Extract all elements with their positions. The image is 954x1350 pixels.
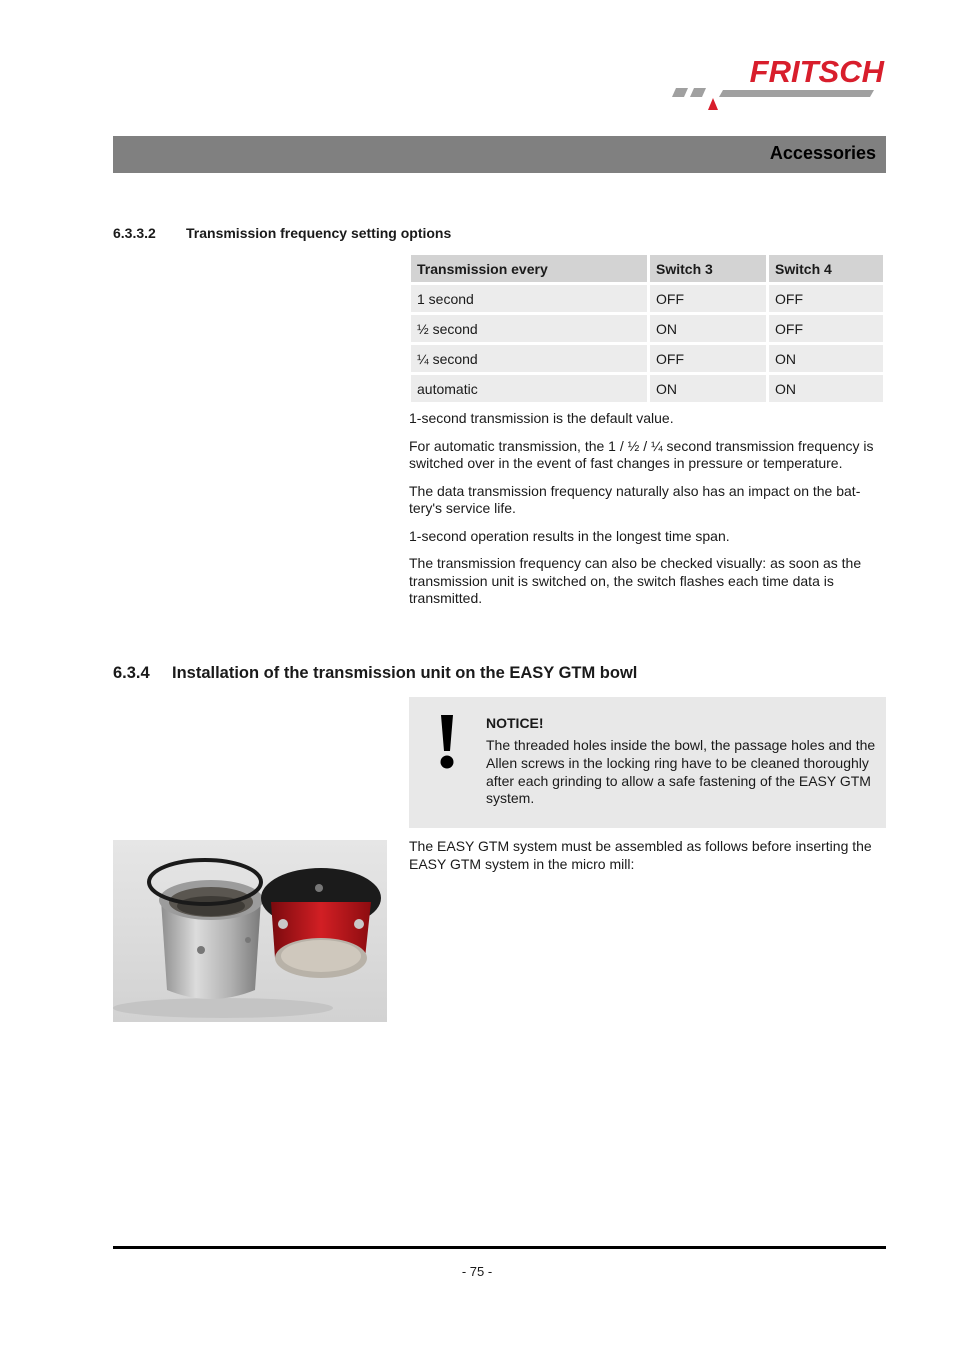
section-header-bar — [113, 136, 886, 173]
fritsch-logo — [668, 52, 888, 112]
subsection-number: 6.3.3.2 — [113, 225, 156, 241]
table-cell: OFF — [650, 345, 766, 372]
notice-title: NOTICE! — [486, 715, 544, 731]
table-row — [411, 345, 883, 372]
table-cell: ON — [650, 375, 766, 402]
table-header-row — [411, 255, 883, 282]
section-header-title: Accessories — [769, 143, 876, 163]
easy-gtm-bowl-photo — [113, 840, 387, 1022]
section-title: Installation of the transmission unit on the EASY GTM bowl — [172, 664, 638, 682]
table-cell: ON — [769, 345, 883, 372]
assembly-instruction: The EASY GTM system must be assembled as follows before inserting the EASY GTM system in the micro mill: — [409, 838, 872, 872]
paragraph: For automatic transmission, the 1 / ½ / ¼ second transmission frequency is switched over in the event of fast changes in pressure or temperature. — [409, 437, 874, 471]
section-number: 6.3.4 — [113, 664, 150, 682]
page-number: - 75 - — [461, 1264, 493, 1279]
table-cell: automatic — [411, 375, 647, 402]
transmission-frequency-table — [408, 252, 886, 405]
table-header-cell: Transmission every — [411, 255, 647, 282]
paragraph: The data transmission frequency naturally also has an impact on the battery's service life. — [409, 482, 861, 516]
table-row — [411, 375, 883, 402]
subsection-heading — [113, 225, 451, 241]
paragraph: 1-second operation results in the longest time span. — [409, 527, 730, 544]
exclamation-icon — [439, 715, 455, 771]
table-cell: OFF — [769, 285, 883, 312]
paragraph: The transmission frequency can also be checked visually: as soon as the transmission unit is switched on, the switch flashes each time data is transmitted. — [409, 555, 862, 606]
table-row — [411, 315, 883, 342]
table-cell: ON — [769, 375, 883, 402]
notice-box — [409, 697, 886, 828]
table-cell: ½ second — [411, 315, 647, 342]
table-header-cell: Switch 3 — [650, 255, 766, 282]
brand-logo-text: FRITSCH — [749, 54, 884, 89]
table-cell: OFF — [650, 285, 766, 312]
frequency-notes — [409, 410, 886, 618]
subsection-title: Transmission frequency setting options — [186, 225, 452, 241]
notice-text: The threaded holes inside the bowl, the passage holes and the Allen screws in the locking ring have to be cleaned thoroughly after each grinding to allow a safe fastening of the EASY GTM system. — [486, 737, 876, 807]
paragraph: 1-second transmission is the default value. — [409, 410, 674, 426]
table-row — [411, 285, 883, 312]
footer-rule — [113, 1246, 886, 1249]
table-cell: OFF — [769, 315, 883, 342]
table-header-cell: Switch 4 — [769, 255, 883, 282]
table-cell: ¼ second — [411, 345, 647, 372]
section-heading — [113, 664, 637, 683]
table-cell: ON — [650, 315, 766, 342]
table-cell: 1 second — [411, 285, 647, 312]
